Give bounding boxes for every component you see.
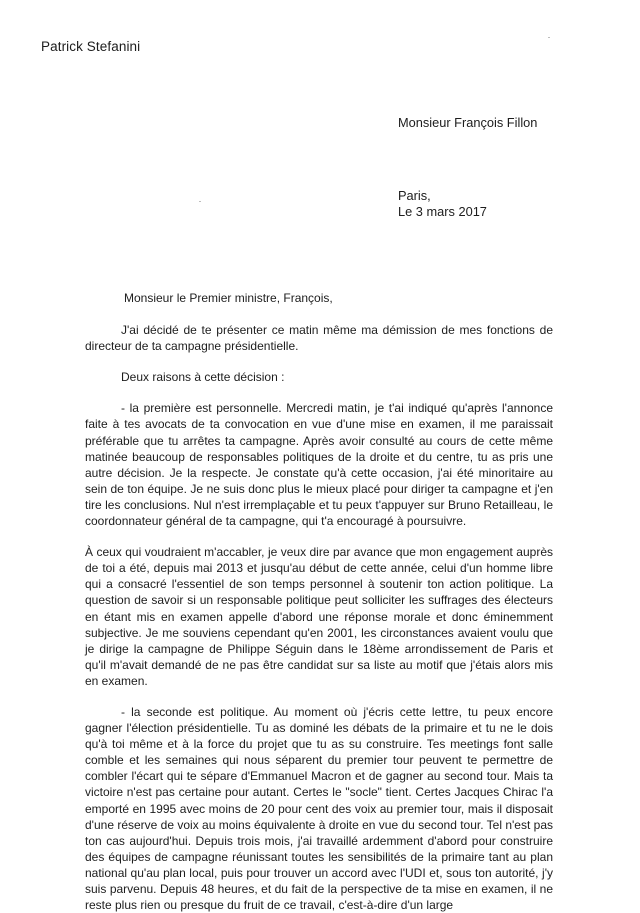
scan-speck	[548, 37, 550, 38]
letter-body	[85, 290, 553, 913]
scan-speck	[199, 201, 201, 202]
paragraph-second-reason: - la seconde est politique. Au moment où j'écris cette lettre, tu peux encore gagner l'élection présidentielle. Tu as dominé les débats de la primaire et tu ne le dois qu'à toi même et à la force du projet que tu as su construire. Tes meetings font salle comble et les semaines qui nous séparent du premier tour peuvent te permettre de combler l'écart qui te sépare d'Emmanuel Macron et de gagner au second tour. Mais ta victoire n'est pas certaine pour autant. Certes le "socle" tient. Certes Jacques Chirac l'a emporté en 1995 avec moins de 20 pour cent des voix au premier tour, mais il disposait d'une réserve de voix au moins équivalente à droite en vue du second tour. Tel n'est pas ton cas aujourd'hui. Depuis trois mois, j'ai travaillé ardemment d'abord pour construire des équipes de campagne réunissant toutes les sensibilités de la primaire tant au plan national qu'au plan local, puis pour trouver un accord avec l'UDI et, sous ton autorité, j'y suis parvenu. Depuis 48 heures, et du fait de la perspective de ta mise en examen, il ne reste plus rien ou presque du fruit de ce travail, c'est-à-dire d'un large	[85, 704, 553, 913]
paragraph-first-reason: - la première est personnelle. Mercredi matin, je t'ai indiqué qu'après l'annonce faite à tes avocats de ta convocation en vue d'une mise en examen, il me paraissait préférable que tu arrêtes ta campagne. Après avoir consulté au cours de cette même matinée beaucoup de responsables politiques de la droite et du centre, tu as pris une autre décision. Je la respecte. Je constate qu'à cette occasion, j'ai été minoritaire au sein de ton équipe. Je ne suis donc plus le mieux placé pour diriger ta campagne et j'en tire les conclusions. Nul n'est irremplaçable et tu peux t'appuyer sur Bruno Retailleau, le coordonnateur général de ta campagne, qui t'a encouragé à poursuivre.	[85, 401, 553, 529]
recipient-address: Monsieur François Fillon	[398, 115, 538, 130]
sender-name: Patrick Stefanini	[41, 39, 141, 54]
letter-date: Le 3 mars 2017	[398, 204, 487, 219]
paragraph-commitment: À ceux qui voudraient m'accabler, je veux dire par avance que mon engagement auprès de toi a été, depuis mai 2013 et jusqu'au début de cette année, celui d'un homme libre qui a consacré l'essentiel de son temps personnel à soutenir ton action politique. La question de savoir si un responsable politique peut solliciter les suffrages des électeurs en étant mis en examen appelle d'abord une réponse morale et donc éminemment subjective. Je me souviens cependant qu'en 2001, les circonstances avaient voulu que je dirige la campagne de Philippe Séguin dans le 18ème arrondissement de Paris et qu'il m'avait demandé de ne pas être candidat sur sa liste au motif que j'étais alors mis en examen.	[85, 545, 553, 688]
salutation: Monsieur le Premier ministre, François,	[124, 291, 333, 305]
paragraph-reasons-intro: Deux raisons à cette décision :	[121, 370, 285, 385]
letter-place: Paris,	[398, 188, 431, 203]
place-date-block	[398, 188, 487, 220]
paragraph-resignation: J'ai décidé de te présenter ce matin même ma démission de mes fonctions de directeur de ta campagne présidentielle.	[85, 323, 553, 354]
